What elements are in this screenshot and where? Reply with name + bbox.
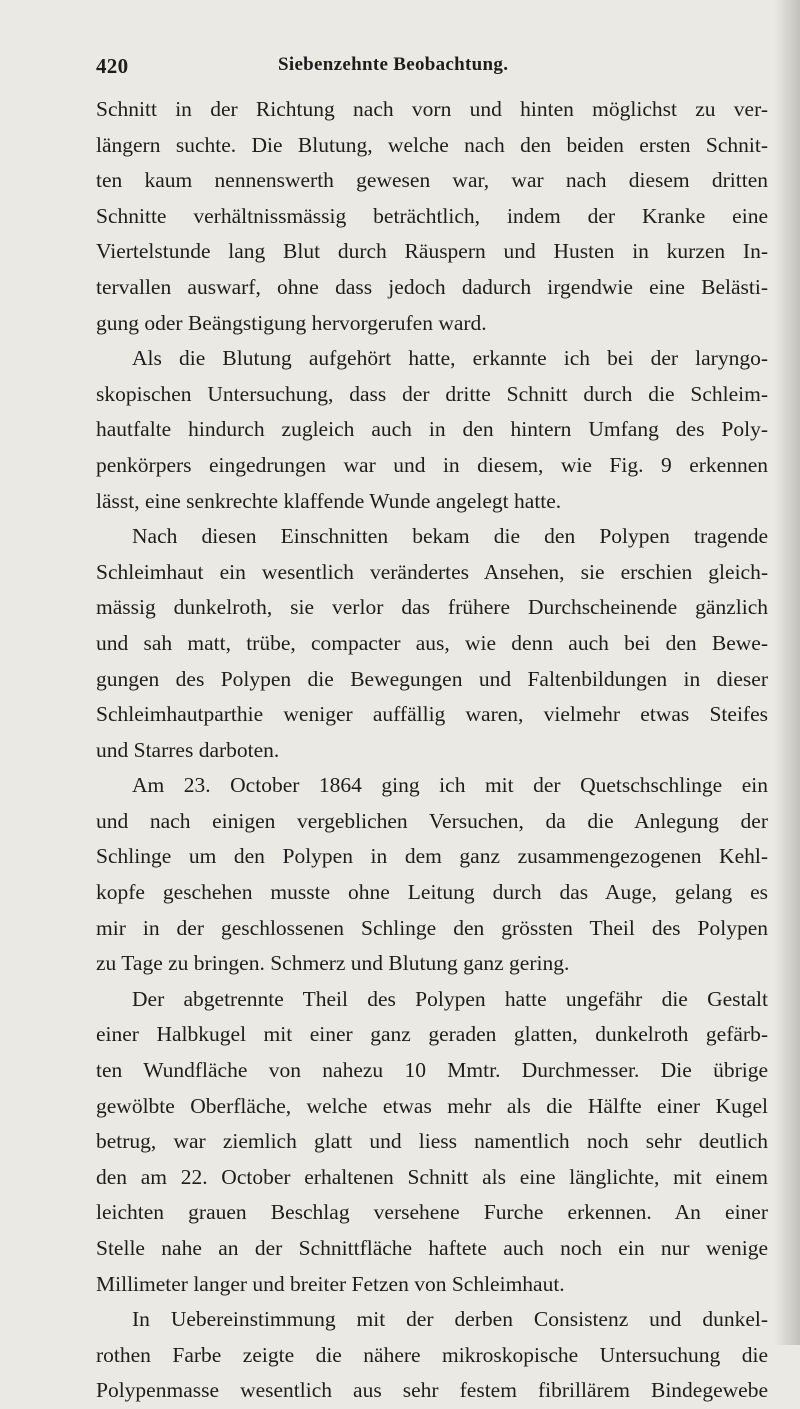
text-line: lässt, eine senkrechte klaffende Wunde angelegt hatte. bbox=[96, 488, 562, 513]
text-line: skopischen Untersuchung, dass der dritte Schnitt durch die Schleim- bbox=[96, 381, 768, 406]
text-line: penkörpers eingedrungen war und in diesem, wie Fig. 9 erkennen bbox=[96, 452, 768, 477]
text-line: Schleimhaut ein wesentlich verändertes Ansehen, sie erschien gleich- bbox=[96, 559, 768, 584]
text-line: einer Halbkugel mit einer ganz geraden glatten, dunkelroth gefärb- bbox=[96, 1022, 768, 1047]
text-line: zu Tage zu bringen. Schmerz und Blutung ganz gering. bbox=[96, 951, 570, 976]
page-header bbox=[96, 54, 768, 80]
text-line: mässig dunkelroth, sie verlor das frühere Durchscheinende gänzlich bbox=[96, 595, 768, 620]
text-line: Nach diesen Einschnitten bekam die den Polypen tragende bbox=[132, 524, 768, 549]
running-head: Siebenzehnte Beobachtung. bbox=[278, 54, 509, 75]
text-line: Schnitt in der Richtung nach vorn und hinten möglichst zu ver- bbox=[96, 97, 768, 121]
text-line: betrug, war ziemlich glatt und liess namentlich noch sehr deutlich bbox=[96, 1129, 768, 1154]
text-line: hautfalte hindurch zugleich auch in den hintern Umfang des Poly- bbox=[96, 417, 768, 442]
text-line: gung oder Beängstigung hervorgerufen ward. bbox=[96, 310, 487, 335]
text-line: ten kaum nennenswerth gewesen war, war nach diesem dritten bbox=[96, 168, 768, 193]
text-line: tervallen auswarf, ohne dass jedoch dadurch irgendwie eine Belästi- bbox=[96, 274, 768, 299]
page-edge-shadow bbox=[774, 0, 800, 1345]
text-line: mir in der geschlossenen Schlinge den grössten Theil des Polypen bbox=[96, 915, 768, 940]
text-line: Schlinge um den Polypen in dem ganz zusammengezogenen Kehl- bbox=[96, 844, 768, 869]
text-line: Schnitte verhältnissmässig beträchtlich, indem der Kranke eine bbox=[96, 203, 768, 228]
text-line: Viertelstunde lang Blut durch Räuspern und Husten in kurzen In- bbox=[96, 239, 768, 264]
text-line: leichten grauen Beschlag versehene Furche erkennen. An einer bbox=[96, 1200, 768, 1225]
body-text bbox=[96, 92, 768, 1409]
text-line: Schleimhautparthie weniger auffällig waren, vielmehr etwas Steifes bbox=[96, 702, 768, 727]
text-line: und Starres darboten. bbox=[96, 737, 280, 762]
text-line: ten Wundfläche von nahezu 10 Mmtr. Durchmesser. Die übrige bbox=[96, 1058, 768, 1083]
text-line: Der abgetrennte Theil des Polypen hatte ungefähr die Gestalt bbox=[132, 986, 768, 1011]
text-line: Millimeter langer und breiter Fetzen von Schleimhaut. bbox=[96, 1271, 565, 1296]
text-line: und nach einigen vergeblichen Versuchen, da die Anlegung der bbox=[96, 808, 768, 833]
text-line: kopfe geschehen musste ohne Leitung durch das Auge, gelang es bbox=[96, 880, 768, 905]
text-line: Am 23. October 1864 ging ich mit der Quetschschlinge ein bbox=[132, 773, 768, 798]
text-line: gewölbte Oberfläche, welche etwas mehr als die Hälfte einer Kugel bbox=[96, 1093, 768, 1118]
text-line: den am 22. October erhaltenen Schnitt als eine länglichte, mit einem bbox=[96, 1164, 768, 1189]
text-line: rothen Farbe zeigte die nähere mikroskopische Untersuchung die bbox=[96, 1342, 768, 1367]
text-line: längern suchte. Die Blutung, welche nach den beiden ersten Schnit- bbox=[96, 132, 768, 157]
page-number: 420 bbox=[96, 54, 129, 78]
text-line: Stelle nahe an der Schnittfläche haftete auch noch ein nur wenige bbox=[96, 1236, 768, 1260]
text-line: gungen des Polypen die Bewegungen und Faltenbildungen in dieser bbox=[96, 666, 768, 691]
text-line: In Uebereinstimmung mit der derben Consistenz und dunkel- bbox=[132, 1307, 768, 1332]
text-line: Polypenmasse wesentlich aus sehr festem fibrillärem Bindegewebe bbox=[96, 1378, 768, 1403]
text-line: Als die Blutung aufgehört hatte, erkannte ich bei der laryngo- bbox=[132, 346, 768, 371]
text-line: und sah matt, trübe, compacter aus, wie denn auch bei den Bewe- bbox=[96, 630, 768, 655]
